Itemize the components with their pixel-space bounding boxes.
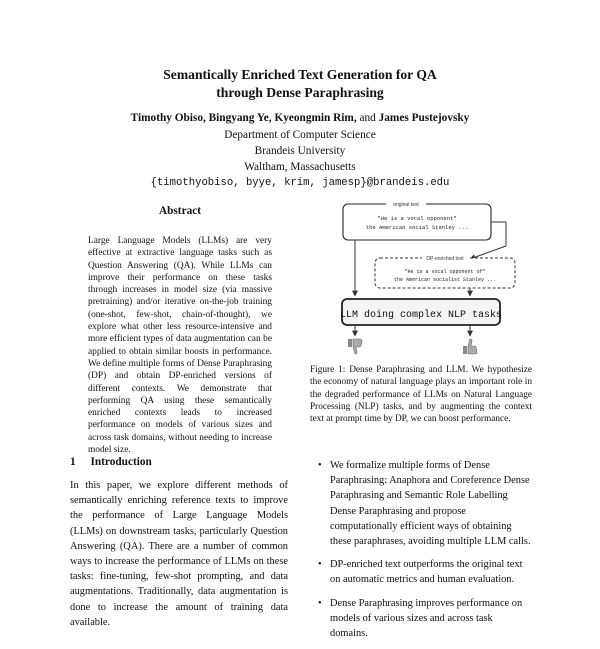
original-text-line-1: "He is a vocal opponent" <box>377 215 457 222</box>
contribution-item: • We formalize multiple forms of Dense Paraphrasing: Anaphora and Coreference Dense Paraphrasing and Semantic Role Labelling Dense Paraphrasing and propose computationally efficient ways of obtaining these paraphrases, avoiding multiple LLM calls. <box>318 458 532 549</box>
university: Brandeis University <box>254 145 346 157</box>
introduction-text: In this paper, we explore different methods of semantically enriching reference texts to improve the performance of Large Language Models (LLMs) on downstream tasks, particularly Question Answering (QA). There are a number of common ways to increase the performance of LLMs on these tasks: fine-tuning, few-shot prompting, and data augmentations. Traditionally, data augmentation is done to increase the amount of training data available. <box>70 480 288 628</box>
original-text-box <box>343 204 491 240</box>
title-line-2: through Dense Paraphrasing <box>216 85 384 100</box>
paper-title <box>0 66 600 102</box>
contribution-item: • Dense Paraphrasing improves performance on models of various sizes and across task domains. <box>318 596 532 642</box>
arrow-to-dp <box>470 246 506 259</box>
abstract-heading: Abstract <box>158 205 202 217</box>
dp-text-line-1: "He is a vocal opponent of" <box>404 269 486 275</box>
thumbs-up-icon <box>463 339 477 354</box>
section-heading <box>70 456 152 468</box>
original-text-label: original text <box>393 202 419 208</box>
author-1: Timothy Obiso, <box>130 112 206 124</box>
thumbs-down-icon <box>348 339 362 354</box>
figure-1-diagram <box>320 196 535 366</box>
author-3: Kyeongmin Rim, <box>274 112 357 124</box>
dp-text-line-2: the American socialist Stanley ... <box>393 277 497 283</box>
figure-1-caption: Figure 1: Dense Paraphrasing and LLM. We hypothesize the economy of natural language plays an important role in the degraded performance of LLMs on Natural Language Processing (NLP) tasks, and by augmenting the context text at prompt time by DP, we can boost performance. <box>310 365 532 425</box>
author-4: James Pustejovsky <box>378 112 470 124</box>
department: Department of Computer Science <box>224 129 376 141</box>
contribution-item: • DP-enriched text outperforms the original text on automatic metrics and human evaluation. <box>318 557 532 587</box>
abstract-text: Large Language Models (LLMs) are very effective at extractive language tasks such as Question Answering (QA). While LLMs can improve their performance on these tasks through increases in model size (via massive pretraining) and/or iterative on-the-job training (one-shot, few-shot, chain-of-thought), we explore what other less resource-intensive and more efficient types of data augmentation can be applied to obtain similar boosts in performance. We define multiple forms of Dense Paraphrasing (DP) and obtain DP-enriched versions of different contexts. We demonstrate that performing QA using these semantically enriched contexts leads to increased performance on models of various sizes and across task domains, without needing to increase model size. <box>88 236 272 456</box>
dp-text-label: DP-enriched text <box>426 256 464 262</box>
original-text-line-2: the American social Stanley ... <box>365 224 469 231</box>
author-conjunction: and <box>359 112 376 124</box>
title-line-1: Semantically Enriched Text Generation for QA <box>163 67 437 82</box>
author-2: Bingyang Ye, <box>208 112 272 124</box>
section-number: 1 <box>70 456 76 468</box>
author-emails: {timothyobiso, byye, krim, jamesp}@brandeis.edu <box>150 177 450 189</box>
author-list <box>0 112 600 124</box>
llm-label: LLM doing complex NLP tasks <box>339 310 503 321</box>
affiliation <box>0 127 600 191</box>
contributions-list <box>318 458 532 649</box>
section-title: Introduction <box>90 456 152 468</box>
location: Waltham, Massachusetts <box>244 161 356 173</box>
